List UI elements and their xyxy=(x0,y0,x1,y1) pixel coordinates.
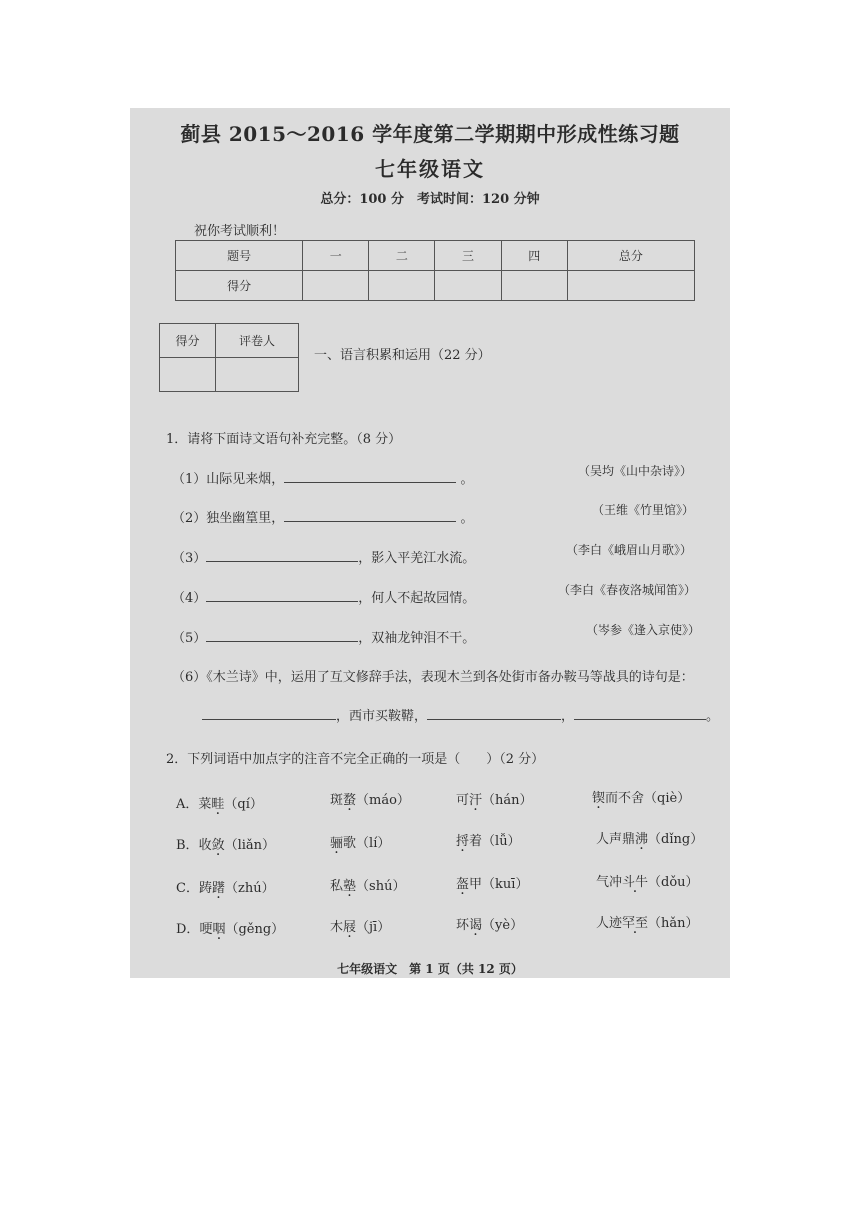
question-1-stem: 1．请将下面诗文语句补充完整。（8 分） xyxy=(166,432,402,447)
pinyin: （kuī） xyxy=(482,877,529,892)
q2-option-c-word-3 xyxy=(456,873,528,892)
score-table xyxy=(175,240,695,301)
q1-item-text: ，双袖龙钟泪不干。 xyxy=(358,631,476,646)
q1-item-4 xyxy=(172,587,475,606)
q2-option-b-word-4 xyxy=(596,828,703,847)
word-part: 木 xyxy=(330,920,344,935)
word-part: 私 xyxy=(330,879,344,894)
pinyin: （liǎn） xyxy=(224,838,276,853)
q2-option-b xyxy=(176,834,275,853)
page-footer: 七年级语文 第 1 页（共 12 页） xyxy=(337,962,523,976)
question-2-stem: 2．下列词语中加点字的注音不完全正确的一项是（ ）（2 分） xyxy=(166,752,545,767)
dotted-char: 蝥 xyxy=(343,793,357,808)
word-part: 甲 xyxy=(469,877,483,892)
score-cell[interactable] xyxy=(567,271,694,301)
answer-blank[interactable] xyxy=(574,707,706,720)
pinyin: （dǐng） xyxy=(648,832,704,847)
score-cell[interactable] xyxy=(501,271,567,301)
q1-item-number: （1） xyxy=(172,472,207,487)
q2-option-c xyxy=(176,877,275,896)
q2-option-a-word-3 xyxy=(456,789,533,808)
word-part: 人声鼎 xyxy=(596,832,636,847)
option-letter: B． xyxy=(176,838,199,853)
grader-score-label: 得分 xyxy=(160,324,216,358)
word-part: 踌 xyxy=(198,881,212,896)
exam-subtitle: 七年级语文 xyxy=(375,157,485,181)
q1-item-text: 山际见来烟， xyxy=(206,472,285,487)
word-part: 收 xyxy=(198,838,212,853)
score-head-cell: 总分 xyxy=(567,241,694,271)
q1-item-source: （李白《春夜洛城闻笛》） xyxy=(558,583,697,597)
q2-option-b-word-2 xyxy=(330,832,390,851)
q1-item-6-stem xyxy=(172,666,694,685)
grader-name-label: 评卷人 xyxy=(216,324,299,358)
exam-page xyxy=(130,108,730,978)
dotted-char: 谒 xyxy=(469,918,483,933)
word-part: 气冲 xyxy=(596,875,623,890)
pinyin: （jī） xyxy=(356,920,391,935)
word-part: 而不舍 xyxy=(605,791,645,806)
pinyin: （qiè） xyxy=(644,791,691,806)
answer-blank[interactable] xyxy=(427,707,561,720)
q2-option-a-word-4 xyxy=(592,787,690,806)
pinyin: （gěng） xyxy=(225,922,285,937)
pinyin: （qí） xyxy=(224,797,263,812)
word-part: 环 xyxy=(456,918,470,933)
pinyin: （lí） xyxy=(356,836,391,851)
answer-blank[interactable] xyxy=(206,629,358,642)
option-letter: C． xyxy=(176,881,199,896)
pinyin: （hán） xyxy=(482,793,533,808)
dotted-char: 敛 xyxy=(211,838,225,853)
word-part: 可 xyxy=(456,793,470,808)
q1-item-6-answer xyxy=(202,705,719,724)
q1-item-number: （6） xyxy=(172,670,207,685)
pinyin: （yè） xyxy=(482,918,524,933)
q1-item-end: 。 xyxy=(460,511,474,526)
dotted-char: 咽 xyxy=(212,922,226,937)
q2-option-c-word-2 xyxy=(330,875,405,894)
q2-option-d-word-3 xyxy=(456,914,523,933)
q1-item-number: （4） xyxy=(172,591,207,606)
dotted-char: 汗 xyxy=(469,793,483,808)
score-cell[interactable] xyxy=(369,271,435,301)
score-head-cell: 三 xyxy=(435,241,501,271)
score-table-score-row xyxy=(176,271,695,301)
q1-item-number: （5） xyxy=(172,631,207,646)
q1-item-source: （岑参《逢入京使》） xyxy=(586,623,701,637)
dotted-char: 畦 xyxy=(211,797,225,812)
score-cell[interactable] xyxy=(303,271,369,301)
pinyin: （lǚ） xyxy=(482,834,521,849)
q1-item-source: （吴均《山中杂诗》） xyxy=(578,464,693,478)
pinyin: （máo） xyxy=(356,793,410,808)
score-table-head-row xyxy=(176,241,695,271)
pinyin: （zhú） xyxy=(224,881,275,896)
dotted-char: 躇 xyxy=(211,881,225,896)
word-part: 人迹 xyxy=(596,916,623,931)
q1-item-source: （王维《竹里馆》） xyxy=(592,503,695,517)
q1-item-text: 独坐幽篁里， xyxy=(206,511,285,526)
section-1-title: 一、语言积累和运用（22 分） xyxy=(314,348,491,363)
q1-item-source: （李白《峨眉山月歌》） xyxy=(566,543,693,557)
good-luck-text: 祝你考试顺利！ xyxy=(194,224,286,239)
q1-item-end: 。 xyxy=(460,472,474,487)
score-head-cell: 二 xyxy=(369,241,435,271)
grader-table-head-row xyxy=(160,324,299,358)
grader-name-cell[interactable] xyxy=(216,358,299,392)
answer-blank[interactable] xyxy=(284,470,456,483)
pinyin: （shú） xyxy=(356,879,406,894)
grader-score-cell[interactable] xyxy=(160,358,216,392)
dotted-char: 沸 xyxy=(635,832,649,847)
dotted-char: 塾 xyxy=(343,879,357,894)
answer-blank[interactable] xyxy=(202,707,336,720)
q1-item-number: （3） xyxy=(172,551,207,566)
pinyin: （dǒu） xyxy=(648,875,699,890)
q1-item-6-comma: ， xyxy=(561,709,575,724)
answer-blank[interactable] xyxy=(206,549,358,562)
word-part: 斑 xyxy=(330,793,344,808)
q1-item-5 xyxy=(172,627,475,646)
q2-option-d-word-2 xyxy=(330,916,390,935)
q1-item-3 xyxy=(172,547,475,566)
dotted-char: 捋 xyxy=(456,834,470,849)
score-head-cell: 四 xyxy=(501,241,567,271)
dotted-char: 锲 xyxy=(592,791,606,806)
q1-item-text: ，影入平羌江水流。 xyxy=(358,551,476,566)
score-row-label: 得分 xyxy=(176,271,303,301)
word-part: 哽 xyxy=(199,922,213,937)
pinyin: （hǎn） xyxy=(648,916,699,931)
dotted-char: 盔 xyxy=(456,877,470,892)
q1-item-text: 《木兰诗》中，运用了互文修辞手法，表现木兰到各处街市备办鞍马等战具的诗句是： xyxy=(206,670,694,685)
q2-option-d xyxy=(176,918,284,937)
q1-item-2 xyxy=(172,507,473,526)
q1-item-1 xyxy=(172,468,473,487)
option-letter: A． xyxy=(176,797,199,812)
q2-option-a-word-2 xyxy=(330,789,410,808)
word-part: 菜 xyxy=(198,797,212,812)
dotted-char: 斗牛 xyxy=(622,875,649,890)
word-part: 着 xyxy=(469,834,483,849)
score-cell[interactable] xyxy=(435,271,501,301)
q1-item-text: ，何人不起故园情。 xyxy=(358,591,476,606)
q1-item-6-mid: ，西市买鞍鞯， xyxy=(336,709,428,724)
score-head-cell: 题号 xyxy=(176,241,303,271)
q2-option-b-word-3 xyxy=(456,830,521,849)
q2-option-c-word-4 xyxy=(596,871,699,890)
exam-title: 蓟县 2015～2016 学年度第二学期期中形成性练习题 xyxy=(180,122,680,146)
q1-item-6-end: 。 xyxy=(706,709,720,724)
q1-item-number: （2） xyxy=(172,511,207,526)
dotted-char: 屐 xyxy=(343,920,357,935)
exam-meta: 总分：100 分 考试时间：120 分钟 xyxy=(320,192,540,207)
q2-option-d-word-4 xyxy=(596,912,699,931)
grader-table xyxy=(159,323,299,392)
option-letter: D． xyxy=(176,922,200,937)
answer-blank[interactable] xyxy=(284,509,456,522)
grader-table-input-row xyxy=(160,358,299,392)
score-head-cell: 一 xyxy=(303,241,369,271)
dotted-char: 罕至 xyxy=(622,916,649,931)
dotted-char: 骊 xyxy=(330,836,344,851)
word-part: 歌 xyxy=(343,836,357,851)
q2-option-a xyxy=(176,793,263,812)
answer-blank[interactable] xyxy=(206,589,358,602)
